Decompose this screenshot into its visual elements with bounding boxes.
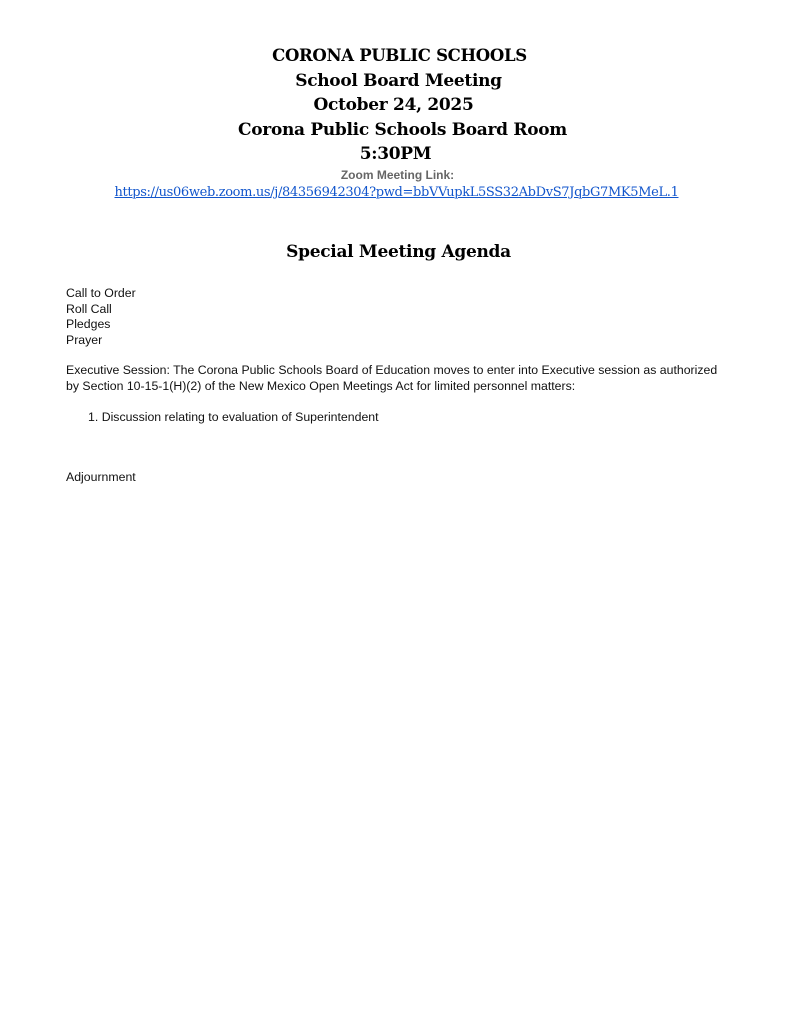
list-item bbox=[88, 410, 379, 426]
zoom-meeting-link[interactable]: https://us06web.zoom.us/j/84356942304?pwd=bbVVupkL5SS32AbDvS7JqbG7MK5MeL.1 bbox=[114, 184, 679, 200]
meeting-type: School Board Meeting bbox=[295, 70, 502, 91]
agenda-item-roll-call: Roll Call bbox=[66, 301, 112, 316]
list-item-number: 1. bbox=[88, 410, 99, 424]
agenda-item-pledges: Pledges bbox=[66, 317, 111, 332]
opening-items bbox=[66, 286, 136, 348]
agenda-title: Special Meeting Agenda bbox=[286, 242, 511, 262]
school-name: CORONA PUBLIC SCHOOLS bbox=[272, 46, 527, 65]
meeting-time: 5:30PM bbox=[359, 144, 432, 164]
numbered-list bbox=[88, 410, 379, 426]
zoom-link-label: Zoom Meeting Link: bbox=[340, 167, 455, 182]
meeting-location: Corona Public Schools Board Room bbox=[238, 119, 567, 140]
agenda-item-prayer: Prayer bbox=[66, 332, 103, 347]
meeting-date: October 24, 2025 bbox=[313, 95, 474, 115]
executive-session-text: Executive Session: The Corona Public Schools Board of Education moves to enter into Executive session as authorized by Section 10-15-1(H)(2) of the New Mexico Open Meetings Act for limited personnel matters: bbox=[66, 363, 718, 393]
agenda-item-call-to-order: Call to Order bbox=[66, 286, 136, 300]
agenda-item-adjournment: Adjournment bbox=[66, 470, 136, 484]
document-header bbox=[0, 44, 791, 201]
list-item-text: Discussion relating to evaluation of Superintendent bbox=[101, 410, 379, 424]
